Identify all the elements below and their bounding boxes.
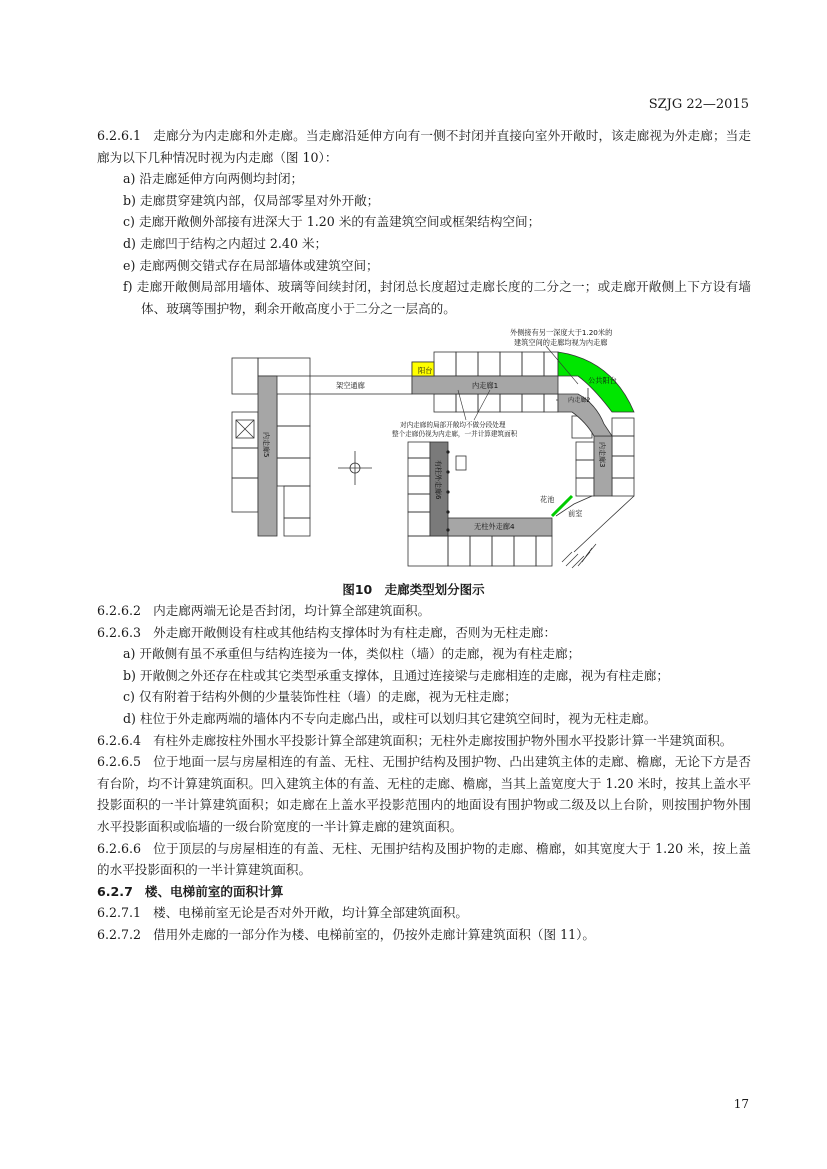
list-item-6261-b: b) 走廊贯穿建筑内部，仅局部零星对外开敞； <box>123 192 380 208</box>
list-item-6263-a: a) 开敞侧有虽不承重但与结构连接为一体，类似柱（墙）的走廊，视为有柱走廊； <box>123 646 581 662</box>
lower-clauses-block <box>97 600 751 946</box>
clause-6271: 6.2.7.1 楼、电梯前室无论是否对外开敞，均计算全部建筑面积。 <box>97 905 468 921</box>
clause-6266: 6.2.6.6 位于顶层的与房屋相连的有盖、无柱、无围护结构及围护物的走廊、檐廊，如其宽度大于 1.20 米，按上盖的水平投影面积的一半计算建筑面积。 <box>97 840 751 878</box>
label-pillar-corridor: 有柱外走廊6 <box>434 460 442 500</box>
shaft-cross-icon <box>236 420 254 438</box>
label-inner-corridor-5: 内走廊5 <box>262 432 270 458</box>
label-balcony: 阳台 <box>418 366 433 375</box>
figure-10-corridor-diagram <box>226 326 646 572</box>
list-item-6261-a: a) 沿走廊延伸方向两侧均封闭； <box>123 171 304 187</box>
label-overhead-passage: 架空通廊 <box>336 381 365 390</box>
clause-6265: 6.2.6.5 位于地面一层与房屋相连的有盖、无柱、无围护结构及围护物、凸出建筑主体的走廊、檐廊，无论下方是否有台阶，均不计算建筑面积。凹入建筑主体的有盖、无柱的走廊、檐廊，当其上盖宽度大于 1.20 米时，按其上盖水平投影面积的一半计算建筑面积；如走廊在上盖水平投影范围内的地面设有围护物或二级及以上台阶，则按围护物外围水平投影面积或临墙的一级台阶宽度的一半计算走廊的建筑面积。 <box>97 754 751 834</box>
label-vestibule: 前室 <box>568 509 583 518</box>
label-mid-note-1: 对内走廊的局部开敞均不做分段处理 <box>400 421 506 429</box>
label-inner-corridor-2: 内走廊2 <box>568 397 591 404</box>
page-number: 17 <box>733 1097 749 1111</box>
label-no-pillar-corridor: 无柱外走廊4 <box>474 522 515 531</box>
clause-6264: 6.2.6.4 有柱外走廊按柱外围水平投影计算全部建筑面积；无柱外走廊按围护物外围水平投影计算一半建筑面积。 <box>97 732 733 748</box>
label-inner-corridor-1: 内走廊1 <box>472 381 499 390</box>
label-top-note-2: 建筑空间的走廊均视为内走廊 <box>514 338 608 347</box>
clause-6272: 6.2.7.2 借用外走廊的一部分作为楼、电梯前室的，仍按外走廊计算建筑面积（图 11）。 <box>97 926 595 942</box>
label-top-note-1: 外侧接有另一深度大于1.20米的 <box>510 328 613 337</box>
list-item-6263-d: d) 柱位于外走廊两端的墙体内不专向走廊凸出，或柱可以划归其它建筑空间时，视为无柱走廊。 <box>123 710 657 726</box>
list-item-6263-c: c) 仅有附着于结构外侧的少量装饰性柱（墙）的走廊，视为无柱走廊； <box>123 689 517 705</box>
clause-6262: 6.2.6.2 内走廊两端无论是否封闭，均计算全部建筑面积。 <box>97 603 431 618</box>
standard-code: SZJG 22—2015 <box>648 97 749 112</box>
label-public-balcony: 公共阳台 <box>588 376 617 385</box>
crosshair-icon <box>338 451 372 485</box>
clause-6261-block <box>97 125 751 319</box>
label-inner-corridor-3: 内走廊3 <box>598 442 606 468</box>
label-planter: 花池 <box>540 495 555 504</box>
list-item-6261-f: f) 走廊开敞侧局部用墙体、玻璃等间续封闭，封闭总长度超过走廊长度的二分之一；或走廊开敞侧上下方设有墙体、玻璃等围护物，剩余开敞高度小于二分之一层高的。 <box>123 279 751 316</box>
section-627-heading: 6.2.7 楼、电梯前室的面积计算 <box>97 883 284 899</box>
label-mid-note-2: 整个走廊仍视为内走廊，一并计算建筑面积 <box>392 430 518 438</box>
list-item-6261-d: d) 走廊凹于结构之内超过 2.40 米； <box>123 235 328 251</box>
clause-6263: 6.2.6.3 外走廊开敞侧设有柱或其他结构支撑体时为有柱走廊，否则为无柱走廊： <box>97 624 557 640</box>
floor-plan-drawing <box>226 326 646 572</box>
list-item-6261-e: e) 走廊两侧交错式存在局部墙体或建筑空间； <box>123 257 379 273</box>
figure-caption-number: 图10 <box>342 582 373 597</box>
figure-caption-title: 走廊类型划分图示 <box>384 582 485 597</box>
list-item-6261-c: c) 走廊开敞侧外部接有进深大于 1.20 米的有盖建筑空间或框架结构空间； <box>123 214 541 230</box>
clause-6261: 6.2.6.1 走廊分为内走廊和外走廊。当走廊沿延伸方向有一侧不封闭并直接向室外开敞时，该走廊视为外走廊；当走廊为以下几种情况时视为内走廊（图 10）： <box>97 128 751 165</box>
figure-caption <box>0 580 827 598</box>
list-item-6263-b: b) 开敞侧之外还存在柱或其它类型承重支撑体，且通过连接梁与走廊相连的走廊，视为有柱走廊； <box>123 667 669 683</box>
